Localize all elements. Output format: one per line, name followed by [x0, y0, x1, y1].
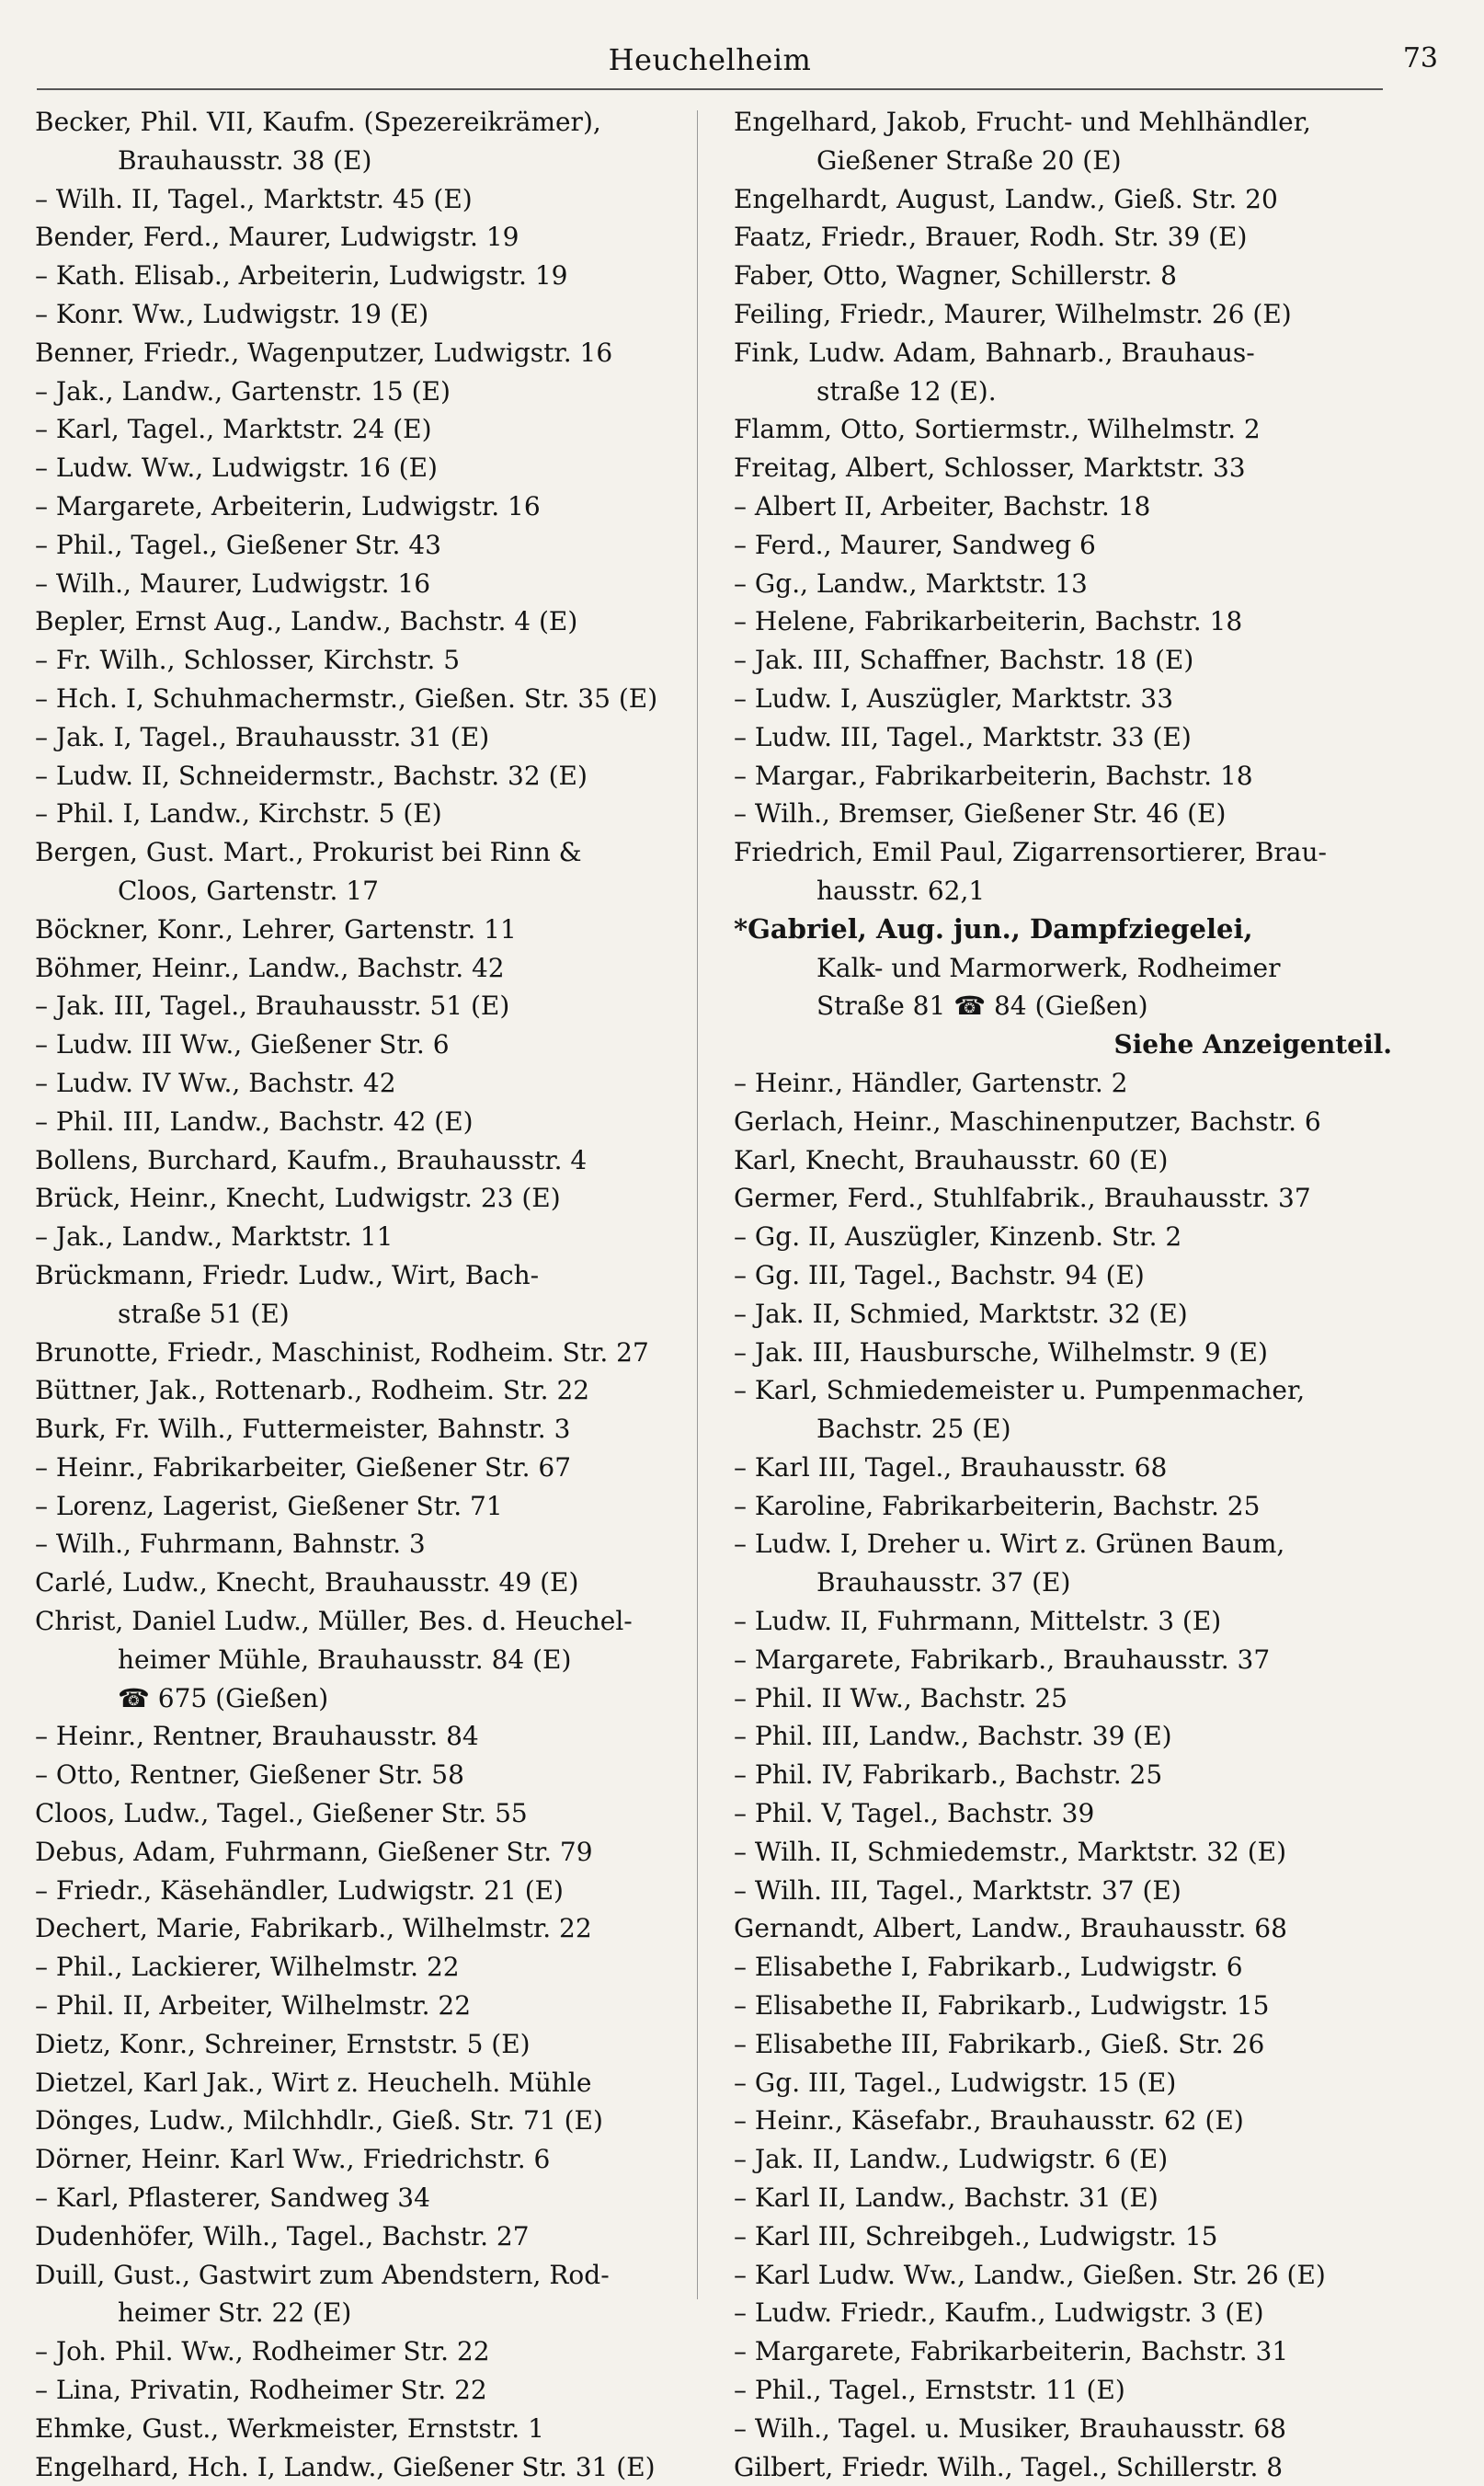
- directory-entry: Gernandt, Albert, Landw., Brauhausstr. 68: [734, 1913, 1287, 1944]
- directory-entry: Dörner, Heinr. Karl Ww., Friedrichstr. 6: [35, 2144, 551, 2175]
- directory-entry: – Friedr., Käsehändler, Ludwigstr. 21 (E): [35, 1874, 564, 1906]
- directory-entry: Böhmer, Heinr., Landw., Bachstr. 42: [35, 952, 505, 983]
- directory-entry: – Gg. III, Tagel., Ludwigstr. 15 (E): [734, 2067, 1177, 2098]
- directory-entry: – Heinr., Rentner, Brauhausstr. 84: [35, 1721, 479, 1752]
- directory-entry: Brunotte, Friedr., Maschinist, Rodheim. Str. 27: [35, 1336, 649, 1368]
- directory-entry: Gießener Straße 20 (E): [816, 144, 1122, 176]
- directory-entry: Ehmke, Gust., Werkmeister, Ernststr. 1: [35, 2412, 544, 2444]
- directory-entry: Engelhard, Jakob, Frucht- und Mehlhändler,: [734, 107, 1311, 137]
- directory-entry: Bepler, Ernst Aug., Landw., Bachstr. 4 (E): [35, 606, 578, 637]
- directory-entry: – Ludw. II, Schneidermstr., Bachstr. 32 (E): [35, 760, 588, 791]
- directory-entry: – Wilh. II, Schmiedemstr., Marktstr. 32 (E): [734, 1836, 1287, 1867]
- directory-entry: – Margarete, Fabrikarb., Brauhausstr. 37: [734, 1644, 1271, 1675]
- directory-entry: Feiling, Friedr., Maurer, Wilhelmstr. 26 (E): [734, 298, 1292, 329]
- directory-entry: – Karl, Schmiedemeister u. Pumpenmacher,: [734, 1375, 1306, 1406]
- directory-entry: – Phil. II Ww., Bachstr. 25: [734, 1682, 1067, 1713]
- directory-entry: – Gg. III, Tagel., Bachstr. 94 (E): [734, 1259, 1145, 1290]
- directory-entry: – Otto, Rentner, Gießener Str. 58: [35, 1759, 464, 1791]
- directory-entry: Burk, Fr. Wilh., Futtermeister, Bahnstr. 3: [35, 1414, 571, 1445]
- directory-entry: Becker, Phil. VII, Kaufm. (Spezereikrämer),: [35, 107, 601, 137]
- directory-entry: straße 12 (E).: [816, 375, 997, 407]
- directory-entry: Siehe Anzeigenteil.: [1113, 1029, 1392, 1060]
- directory-entry: – Phil. III, Landw., Bachstr. 39 (E): [734, 1721, 1172, 1752]
- directory-entry: – Albert II, Arbeiter, Bachstr. 18: [734, 490, 1151, 521]
- directory-entry: – Jak. III, Tagel., Brauhausstr. 51 (E): [35, 991, 510, 1022]
- page-number: 73: [1402, 42, 1438, 74]
- directory-entry: Brauhausstr. 37 (E): [816, 1567, 1071, 1598]
- directory-entry: – Elisabethe III, Fabrikarb., Gieß. Str. 26: [734, 2028, 1265, 2059]
- directory-entry: Flamm, Otto, Sortiermstr., Wilhelmstr. 2: [734, 414, 1261, 445]
- page-title: Heuchelheim: [608, 42, 812, 77]
- directory-entry: – Lina, Privatin, Rodheimer Str. 22: [35, 2375, 487, 2406]
- directory-entry: Cloos, Gartenstr. 17: [118, 875, 379, 906]
- directory-entry: Carlé, Ludw., Knecht, Brauhausstr. 49 (E): [35, 1567, 579, 1598]
- directory-entry: Gerlach, Heinr., Maschinenputzer, Bachstr. 6: [734, 1106, 1321, 1137]
- directory-entry: Kalk- und Marmorwerk, Rodheimer: [816, 952, 1281, 983]
- directory-entry: Straße 81 ☎ 84 (Gießen): [816, 991, 1148, 1022]
- directory-entry: – Gg. II, Auszügler, Kinzenb. Str. 2: [734, 1221, 1182, 1253]
- directory-entry: – Jak. III, Hausbursche, Wilhelmstr. 9 (E): [734, 1336, 1268, 1368]
- directory-entry: Bergen, Gust. Mart., Prokurist bei Rinn &: [35, 837, 582, 868]
- directory-entry: – Konr. Ww., Ludwigstr. 19 (E): [35, 298, 429, 329]
- directory-entry: Brauhausstr. 38 (E): [118, 144, 372, 176]
- directory-entry: – Gg., Landw., Marktstr. 13: [734, 567, 1088, 599]
- directory-entry: Engelhard, Hch. I, Landw., Gießener Str. 31 (E): [35, 2451, 656, 2482]
- directory-entry: Benner, Friedr., Wagenputzer, Ludwigstr. 16: [35, 337, 613, 368]
- directory-entry: – Karl, Tagel., Marktstr. 24 (E): [35, 414, 432, 445]
- directory-entry: – Jak. II, Schmied, Marktstr. 32 (E): [734, 1298, 1188, 1329]
- directory-entry: – Jak., Landw., Gartenstr. 15 (E): [35, 375, 451, 407]
- directory-entry: Germer, Ferd., Stuhlfabrik., Brauhausstr. 37: [734, 1183, 1311, 1214]
- directory-entry: Gilbert, Friedr. Wilh., Tagel., Schillerstr. 8: [734, 2451, 1284, 2482]
- directory-entry: – Phil., Lackierer, Wilhelmstr. 22: [35, 1952, 460, 1983]
- directory-entry: Faber, Otto, Wagner, Schillerstr. 8: [734, 260, 1177, 292]
- directory-entry: – Ludw. II, Fuhrmann, Mittelstr. 3 (E): [734, 1606, 1222, 1637]
- directory-entry: – Ludw. III, Tagel., Marktstr. 33 (E): [734, 721, 1192, 752]
- directory-entry: – Heinr., Käsefabr., Brauhausstr. 62 (E): [734, 2105, 1244, 2137]
- directory-entry: – Kath. Elisab., Arbeiterin, Ludwigstr. 19: [35, 260, 568, 292]
- directory-entry: – Karl Ludw. Ww., Landw., Gießen. Str. 26 (E): [734, 2259, 1326, 2290]
- directory-entry: – Karl II, Landw., Bachstr. 31 (E): [734, 2182, 1159, 2214]
- directory-entry: – Phil., Tagel., Ernststr. 11 (E): [734, 2375, 1125, 2406]
- directory-entry: – Ludw. IV Ww., Bachstr. 42: [35, 1067, 396, 1098]
- directory-entry: Büttner, Jak., Rottenarb., Rodheim. Str. 22: [35, 1375, 590, 1406]
- directory-entry: straße 51 (E): [118, 1298, 290, 1329]
- directory-entry: – Heinr., Händler, Gartenstr. 2: [734, 1067, 1128, 1098]
- directory-entry: – Margarete, Arbeiterin, Ludwigstr. 16: [35, 490, 541, 521]
- directory-entry: Freitag, Albert, Schlosser, Marktstr. 33: [734, 453, 1246, 484]
- directory-entry: – Elisabethe I, Fabrikarb., Ludwigstr. 6: [734, 1952, 1243, 1983]
- directory-entry: Faatz, Friedr., Brauer, Rodh. Str. 39 (E): [734, 222, 1248, 253]
- directory-entry: ☎ 675 (Gießen): [118, 1682, 329, 1713]
- directory-entry: – Heinr., Fabrikarbeiter, Gießener Str. 67: [35, 1451, 572, 1483]
- directory-entry: – Phil., Tagel., Gießener Str. 43: [35, 529, 441, 560]
- directory-entry: – Margar., Fabrikarbeiterin, Bachstr. 18: [734, 760, 1253, 791]
- directory-entry: – Elisabethe II, Fabrikarb., Ludwigstr. 15: [734, 1990, 1270, 2022]
- left-column: [35, 103, 697, 2486]
- directory-entry: – Ferd., Maurer, Sandweg 6: [734, 529, 1096, 560]
- directory-entry: heimer Str. 22 (E): [118, 2297, 352, 2329]
- directory-entry: – Phil. V, Tagel., Bachstr. 39: [734, 1798, 1095, 1829]
- directory-entry: – Helene, Fabrikarbeiterin, Bachstr. 18: [734, 606, 1243, 637]
- directory-entry: – Wilh., Tagel. u. Musiker, Brauhausstr. 68: [734, 2412, 1286, 2444]
- directory-entry: – Wilh. III, Tagel., Marktstr. 37 (E): [734, 1874, 1181, 1906]
- directory-entry: Brück, Heinr., Knecht, Ludwigstr. 23 (E): [35, 1183, 561, 1214]
- directory-entry: – Wilh. II, Tagel., Marktstr. 45 (E): [35, 183, 473, 214]
- directory-entry: – Wilh., Bremser, Gießener Str. 46 (E): [734, 798, 1227, 830]
- directory-entry: Duill, Gust., Gastwirt zum Abendstern, Rod-: [35, 2259, 610, 2290]
- directory-entry: – Karoline, Fabrikarbeiterin, Bachstr. 25: [734, 1490, 1261, 1521]
- directory-entry: – Lorenz, Lagerist, Gießener Str. 71: [35, 1490, 503, 1521]
- directory-entry: Cloos, Ludw., Tagel., Gießener Str. 55: [35, 1798, 528, 1829]
- directory-entry: Dönges, Ludw., Milchhdlr., Gieß. Str. 71 (E): [35, 2105, 603, 2137]
- directory-entry: Fink, Ludw. Adam, Bahnarb., Brauhaus-: [734, 337, 1255, 368]
- directory-entry: – Wilh., Maurer, Ludwigstr. 16: [35, 567, 431, 599]
- directory-entry: Dietz, Konr., Schreiner, Ernststr. 5 (E): [35, 2028, 531, 2059]
- directory-entry: – Ludw. I, Auszügler, Marktstr. 33: [734, 682, 1174, 714]
- directory-entry: – Jak. II, Landw., Ludwigstr. 6 (E): [734, 2144, 1169, 2175]
- directory-entry: – Karl III, Schreibgeh., Ludwigstr. 15: [734, 2220, 1218, 2251]
- directory-entry: Bachstr. 25 (E): [816, 1414, 1011, 1445]
- directory-entry: Christ, Daniel Ludw., Müller, Bes. d. Heuchel-: [35, 1606, 633, 1637]
- directory-entry: – Phil. III, Landw., Bachstr. 42 (E): [35, 1106, 474, 1137]
- directory-entry: Dudenhöfer, Wilh., Tagel., Bachstr. 27: [35, 2220, 530, 2251]
- directory-entry: – Jak., Landw., Marktstr. 11: [35, 1221, 394, 1253]
- directory-entry: Bollens, Burchard, Kaufm., Brauhausstr. 4: [35, 1144, 588, 1175]
- directory-entry: Karl, Knecht, Brauhausstr. 60 (E): [734, 1144, 1169, 1175]
- page-header: [37, 37, 1438, 90]
- directory-entry: – Jak. III, Schaffner, Bachstr. 18 (E): [734, 645, 1194, 676]
- directory-entry: Friedrich, Emil Paul, Zigarrensortierer, Brau-: [734, 837, 1327, 868]
- directory-entry: Dietzel, Karl Jak., Wirt z. Heuchelh. Mühle: [35, 2067, 592, 2098]
- column-divider: [697, 110, 698, 2299]
- directory-entry: – Ludw. Friedr., Kaufm., Ludwigstr. 3 (E): [734, 2297, 1264, 2329]
- directory-entry: *Gabriel, Aug. jun., Dampfziegelei,: [734, 912, 1253, 945]
- directory-entry: – Phil. I, Landw., Kirchstr. 5 (E): [35, 798, 442, 830]
- directory-entry: – Phil. IV, Fabrikarb., Bachstr. 25: [734, 1759, 1163, 1791]
- directory-entry: – Wilh., Fuhrmann, Bahnstr. 3: [35, 1529, 426, 1560]
- directory-entry: – Joh. Phil. Ww., Rodheimer Str. 22: [35, 2336, 490, 2367]
- directory-entry: – Karl, Pflasterer, Sandweg 34: [35, 2182, 430, 2214]
- directory-entry: – Jak. I, Tagel., Brauhausstr. 31 (E): [35, 721, 490, 752]
- directory-entry: – Margarete, Fabrikarbeiterin, Bachstr. 31: [734, 2336, 1289, 2367]
- directory-entry: hausstr. 62,1: [816, 875, 986, 906]
- directory-entry: – Hch. I, Schuhmachermstr., Gießen. Str. 35 (E): [35, 682, 658, 714]
- directory-entry: – Phil. II, Arbeiter, Wilhelmstr. 22: [35, 1990, 472, 2022]
- directory-entry: Böckner, Konr., Lehrer, Gartenstr. 11: [35, 913, 517, 945]
- right-column: [734, 103, 1396, 2486]
- directory-entry: – Karl III, Tagel., Brauhausstr. 68: [734, 1451, 1168, 1483]
- directory-entry: Debus, Adam, Fuhrmann, Gießener Str. 79: [35, 1836, 593, 1867]
- directory-entry: Dechert, Marie, Fabrikarb., Wilhelmstr. 22: [35, 1913, 592, 1944]
- directory-entry: – Ludw. Ww., Ludwigstr. 16 (E): [35, 453, 438, 484]
- directory-entry: Engelhardt, August, Landw., Gieß. Str. 20: [734, 183, 1278, 214]
- directory-entry: – Ludw. III Ww., Gießener Str. 6: [35, 1029, 450, 1060]
- directory-entry: Brückmann, Friedr. Ludw., Wirt, Bach-: [35, 1259, 540, 1290]
- directory-entry: heimer Mühle, Brauhausstr. 84 (E): [118, 1644, 572, 1675]
- directory-entry: Bender, Ferd., Maurer, Ludwigstr. 19: [35, 222, 519, 253]
- directory-entry: – Fr. Wilh., Schlosser, Kirchstr. 5: [35, 645, 461, 676]
- directory-entry: – Ludw. I, Dreher u. Wirt z. Grünen Baum,: [734, 1529, 1285, 1560]
